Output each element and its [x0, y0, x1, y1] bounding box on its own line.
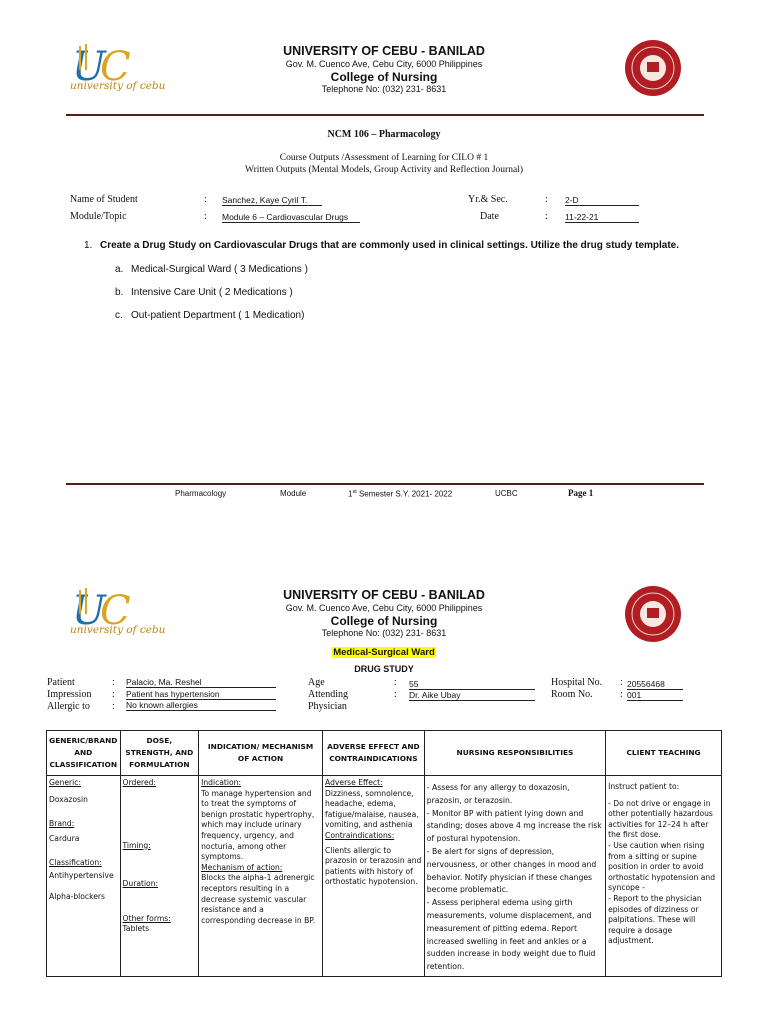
col-header-adverse: ADVERSE EFFECT AND CONTRAINDICATIONS: [323, 731, 425, 776]
footer-module: Module: [280, 489, 307, 498]
instruction-number: 1.: [84, 240, 93, 251]
contraindications-label: Contraindications:: [325, 830, 395, 840]
module-value: Module 6 – Cardiovascular Drugs: [222, 212, 360, 223]
attending-value: Dr. Aike Ubay: [409, 690, 535, 701]
telephone: Telephone No: (032) 231- 8631: [321, 84, 447, 94]
colon: :: [620, 677, 623, 688]
col-header-teaching: CLIENT TEACHING: [606, 731, 722, 776]
room-label: Room No.: [551, 689, 593, 700]
logo-subtext: university of cebu: [70, 624, 166, 636]
date-value: 11-22-21: [565, 212, 639, 223]
colon: :: [112, 701, 115, 712]
impression-label: Impression: [47, 689, 92, 700]
classification-value-2: Alpha-blockers: [49, 891, 105, 901]
colon: :: [620, 689, 623, 700]
colon: :: [394, 689, 397, 700]
name-label: Name of Student: [70, 194, 138, 205]
college-name: College of Nursing: [330, 614, 438, 628]
logo-subtext: university of cebu: [70, 80, 166, 92]
colon: :: [112, 677, 115, 688]
ordered-label: Ordered:: [122, 778, 156, 787]
colon: :: [204, 211, 207, 222]
classification-label: Classification:: [49, 858, 102, 868]
physician-label: Physician: [308, 701, 347, 712]
item-b: Intensive Care Unit ( 2 Medications ): [131, 287, 293, 298]
telephone: Telephone No: (032) 231- 8631: [321, 628, 447, 638]
generic-value: Doxazosin: [49, 794, 88, 804]
patient-value: Palacio, Ma. Reshel: [126, 677, 276, 688]
brand-label: Brand:: [49, 819, 75, 829]
svg-text:U: U: [72, 44, 106, 90]
colon: :: [394, 677, 397, 688]
course-line1: Course Outputs /Assessment of Learning for CILO # 1: [279, 153, 489, 163]
contraindications-text: Clients allergic to prazosin or terazosin and patients with history of orthostatic hypotension.: [325, 845, 422, 887]
university-address: Gov. M. Cuenco Ave, Cebu City, 6000 Philippines: [285, 603, 483, 613]
other-forms-label: Other forms:: [122, 913, 171, 923]
allergic-value: No known allergies: [126, 700, 276, 711]
colon: :: [545, 211, 548, 222]
attending-label: Attending: [308, 689, 348, 700]
date-label: Date: [480, 211, 499, 222]
svg-text:C: C: [100, 588, 131, 634]
table-row: [47, 776, 722, 977]
timing-label: Timing:: [122, 840, 151, 850]
university-name: UNIVERSITY OF CEBU - BANILAD: [283, 44, 485, 58]
teaching-body: - Do not drive or engage in other potentially hazardous activities for 12–24 h after the first dose. - Use caution when rising from a sitting or supine position in order to avoid orthostatic hypotension and syncope - - Report to the physician episodes of dizziness or palpitations. These will require a dosage adjustment.: [608, 798, 716, 946]
patient-label: Patient: [47, 677, 75, 688]
instruction-main: Create a Drug Study on Cardiovascular Drugs that are commonly used in clinical settings. Utilize the drug study template.: [100, 240, 680, 251]
adverse-label: Adverse Effect:: [325, 778, 383, 787]
dose-cell: [120, 776, 199, 977]
impression-value: Patient has hypertension: [126, 689, 276, 700]
hospital-label: Hospital No.: [551, 677, 603, 688]
colon: :: [545, 194, 548, 205]
yr-label: Yr.& Sec.: [468, 194, 508, 205]
indication-text: To manage hypertension and to treat the symptoms of benign prostatic hypertrophy, which may include urinary frequency, urgency, and nocturia, among other symptoms.: [201, 788, 315, 862]
generic-cell: [47, 776, 121, 977]
university-address: Gov. M. Cuenco Ave, Cebu City, 6000 Philippines: [285, 59, 483, 69]
item-a-marker: a.: [115, 264, 124, 275]
footer-subject: Pharmacology: [175, 489, 227, 498]
colon: :: [112, 689, 115, 700]
mechanism-label: Mechanism of action:: [201, 862, 283, 872]
ward-heading: Medical-Surgical Ward: [333, 647, 435, 658]
svg-text:U: U: [72, 588, 106, 634]
footer-rule: [66, 483, 704, 485]
table-header-row: [47, 731, 722, 776]
footer-page: Page 1: [568, 488, 594, 498]
drug-study-title: DRUG STUDY: [354, 664, 414, 674]
age-label: Age: [308, 677, 325, 688]
teaching-intro: Instruct patient to:: [608, 782, 680, 791]
module-label: Module/Topic: [70, 211, 127, 222]
other-forms-value: Tablets: [122, 924, 150, 934]
generic-label: Generic:: [49, 778, 82, 787]
college-name: College of Nursing: [330, 70, 438, 84]
adverse-text: Dizziness, somnolence, headache, edema, fatigue/malaise, nausea, vomiting, and asthenia: [325, 788, 419, 830]
classification-value-1: Antihypertensive: [49, 870, 114, 880]
brand-value: Cardura: [49, 833, 80, 843]
mechanism-text: Blocks the alpha-1 adrenergic receptors resulting in a decrease systemic vascular resistance and a corresponding decrease in BP.: [201, 873, 316, 925]
name-value: Sanchez, Kaye Cyril T.: [222, 195, 322, 206]
footer-semester: 1st Semester S.Y. 2021- 2022: [348, 489, 453, 499]
drug-study-table: [46, 730, 722, 977]
indication-label: Indication:: [201, 778, 242, 787]
item-c-marker: c.: [115, 310, 123, 321]
col-header-generic: GENERIC/BRAND AND CLASSIFICATION: [47, 731, 121, 776]
header-rule: [66, 114, 704, 116]
svg-text:C: C: [100, 44, 131, 90]
hospital-value: 20556468: [627, 679, 683, 690]
course-code: NCM 106 – Pharmacology: [327, 129, 441, 140]
col-header-dose: DOSE, STRENGTH, AND FORMULATION: [120, 731, 199, 776]
item-a: Medical-Surgical Ward ( 3 Medications ): [131, 264, 308, 275]
teaching-cell: [606, 776, 722, 977]
col-header-indication: INDICATION/ MECHANISM OF ACTION: [199, 731, 323, 776]
yr-value: 2-D: [565, 195, 639, 206]
item-b-marker: b.: [115, 287, 124, 298]
col-header-nursing: NURSING RESPONSIBILITIES: [424, 731, 605, 776]
university-name: UNIVERSITY OF CEBU - BANILAD: [283, 588, 485, 602]
adverse-cell: [323, 776, 425, 977]
age-value: 55: [409, 679, 535, 690]
duration-label: Duration:: [122, 879, 159, 889]
indication-cell: [199, 776, 323, 977]
room-value: 001: [627, 690, 683, 701]
footer-school: UCBC: [495, 489, 518, 498]
ward-heading-wrap: [0, 642, 768, 660]
course-line2: Written Outputs (Mental Models, Group Activity and Reflection Journal): [245, 165, 523, 175]
allergic-label: Allergic to: [47, 701, 90, 712]
colon: :: [204, 194, 207, 205]
item-c: Out-patient Department ( 1 Medication): [131, 310, 305, 321]
nursing-cell: - Assess for any allergy to doxazosin, prazosin, or terazosin. - Monitor BP with patient lying down and standing; doses above 4 mg increase the risk of postural hypotension. - Be alert for signs of depression, nervousness, or other changes in mood and behavior. Notify physician if these changes become problematic. - Assess peripheral edema using girth measurements, volume displacement, and measurement of pitting edema. Report increased swelling in feet and ankles or a sudden increase in body weight due to fluid retention.: [424, 776, 605, 977]
